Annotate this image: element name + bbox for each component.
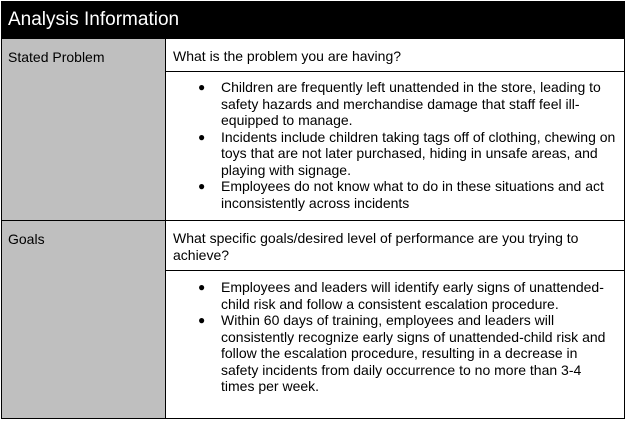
bullet-text: Incidents include children taking tags off of clothing, chewing on toys that are not later purchased, hiding in unsafe areas, and playing with signage. xyxy=(221,128,616,178)
goals-label: Goals xyxy=(2,221,166,418)
list-item xyxy=(198,178,616,211)
analysis-information-table xyxy=(1,1,625,419)
goals-bullets xyxy=(166,279,624,418)
bullet-icon: ● xyxy=(198,80,206,94)
stated-problem-question: What is the problem you are having? xyxy=(166,39,624,72)
bullet-icon: ● xyxy=(198,129,206,144)
bullet-text: Employees and leaders will identify early signs of unattended-child risk and follow a consistent escalation procedure. xyxy=(221,279,604,312)
list-item xyxy=(198,279,616,312)
stated-problem-row xyxy=(2,38,624,220)
bullet-text: Within 60 days of training, employees and leaders will consistently recognize early signs of unattended-child risk and follow the escalation procedure, resulting in a decrease in safety incidents from daily occurrence to no more than 3-4 times per week. xyxy=(221,312,606,394)
table-title: Analysis Information xyxy=(2,2,624,38)
bullet-icon: ● xyxy=(198,280,206,294)
goals-row xyxy=(2,220,624,418)
bullet-icon: ● xyxy=(198,313,206,327)
list-item xyxy=(198,79,616,129)
bullet-text: Children are frequently left unattended in the store, leading to safety hazards and merchandise damage that staff feel ill-equipped to manage. xyxy=(221,79,601,128)
list-item xyxy=(198,312,616,395)
stated-problem-content xyxy=(166,39,624,220)
goals-content xyxy=(166,221,624,418)
stated-problem-label: Stated Problem xyxy=(2,39,166,220)
bullet-icon: ● xyxy=(198,179,206,193)
list-item xyxy=(198,128,616,179)
goals-question: What specific goals/desired level of performance are you trying to achieve? xyxy=(166,221,624,271)
stated-problem-bullets xyxy=(166,79,624,220)
bullet-text: Employees do not know what to do in these situations and act inconsistently across incidents xyxy=(221,178,604,211)
